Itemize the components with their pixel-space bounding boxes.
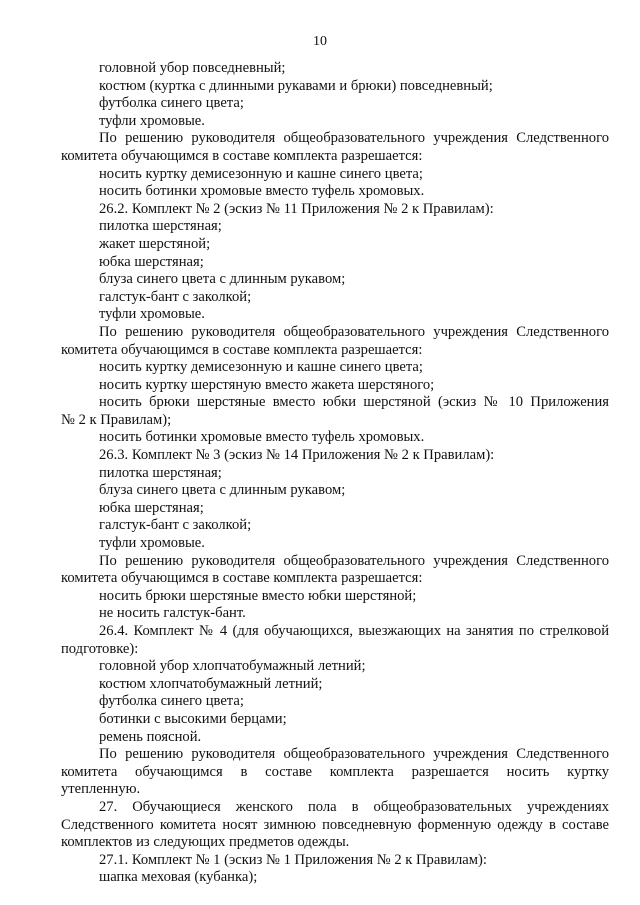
text-line: блуза синего цвета с длинным рукавом;: [99, 482, 346, 499]
section-heading: 27.1. Комплект № 1 (эскиз № 1 Приложения № 2 к Правилам):: [99, 851, 487, 868]
text-line: носить брюки шерстяные вместо юбки шерстяной;: [99, 587, 417, 604]
text-line: футболка синего цвета;: [99, 95, 244, 112]
text-line: комитета обучающимся в составе комплекта разрешается носить куртку: [61, 763, 609, 780]
text-line: носить брюки шерстяные вместо юбки шерстяной (эскиз № 10 Приложения: [99, 394, 609, 411]
text-line: комитета обучающимся в составе комплекта разрешается:: [61, 570, 423, 587]
text-line: комплектов из следующих предметов одежды.: [61, 834, 350, 851]
text-line: шапка меховая (кубанка);: [99, 869, 258, 886]
text-line: Следственного комитета носят зимнюю повседневную форменную одежду в составе: [61, 816, 609, 833]
text-line: футболка синего цвета;: [99, 693, 244, 710]
text-line: жакет шерстяной;: [99, 235, 211, 252]
text-line: ботинки с высокими берцами;: [99, 710, 287, 727]
text-line: подготовке):: [61, 640, 139, 657]
text-line: блуза синего цвета с длинным рукавом;: [99, 271, 346, 288]
text-line: По решению руководителя общеобразовательного учреждения Следственного: [99, 130, 609, 147]
text-line: По решению руководителя общеобразовательного учреждения Следственного: [99, 552, 609, 569]
text-line: костюм хлопчатобумажный летний;: [99, 675, 323, 692]
text-line: юбка шерстяная;: [99, 499, 204, 516]
text-line: носить куртку демисезонную и кашне синего цвета;: [99, 165, 423, 182]
text-line: носить куртку шерстяную вместо жакета шерстяного;: [99, 376, 435, 393]
section-heading: 26.3. Комплект № 3 (эскиз № 14 Приложения № 2 к Правилам):: [99, 447, 495, 464]
text-line: головной убор повседневный;: [99, 60, 286, 76]
section-heading: 26.4. Комплект № 4 (для обучающихся, выезжающих на занятия по стрелковой: [99, 623, 609, 639]
section-heading: 26.2. Комплект № 2 (эскиз № 11 Приложения № 2 к Правилам):: [99, 200, 494, 217]
text-line: комитета обучающимся в составе комплекта разрешается:: [61, 147, 423, 164]
text-line: утепленную.: [61, 781, 141, 798]
text-line: № 2 к Правилам);: [61, 411, 172, 428]
text-line: носить куртку демисезонную и кашне синего цвета;: [99, 359, 423, 376]
text-line: пилотка шерстяная;: [99, 218, 222, 235]
paragraph-heading: 27. Обучающиеся женского пола в общеобразовательных учреждениях: [99, 798, 609, 815]
text-line: носить ботинки хромовые вместо туфель хромовых.: [99, 429, 425, 446]
text-line: туфли хромовые.: [99, 112, 205, 129]
text-line: По решению руководителя общеобразовательного учреждения Следственного: [99, 323, 609, 340]
text-line: головной убор хлопчатобумажный летний;: [99, 658, 366, 675]
text-line: пилотка шерстяная;: [99, 464, 222, 481]
document-body: [61, 60, 609, 887]
text-line: ремень поясной.: [99, 728, 202, 745]
page-number: 10: [313, 34, 327, 49]
text-line: костюм (куртка с длинными рукавами и брюки) повседневный;: [99, 77, 493, 94]
text-line: туфли хромовые.: [99, 306, 205, 323]
text-line: галстук-бант с заколкой;: [99, 288, 252, 305]
text-line: туфли хромовые.: [99, 535, 205, 552]
text-line: юбка шерстяная;: [99, 253, 204, 270]
text-line: По решению руководителя общеобразовательного учреждения Следственного: [99, 746, 609, 763]
text-line: комитета обучающимся в составе комплекта разрешается:: [61, 341, 423, 358]
text-line: носить ботинки хромовые вместо туфель хромовых.: [99, 183, 425, 200]
text-line: галстук-бант с заколкой;: [99, 517, 252, 534]
text-line: не носить галстук-бант.: [99, 605, 246, 622]
